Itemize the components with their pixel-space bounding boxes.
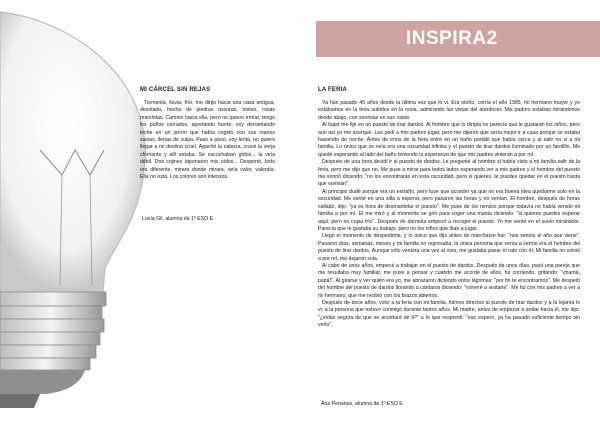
right-article-body xyxy=(318,100,580,330)
right-article-signature: Ana Perianes, alumna de 1º ESO E xyxy=(321,401,403,407)
right-article-paragraph-5: Llegó el momento de despedirme, y lo único que dijo antes de marcharse fue: "nos vemos el año que viene". Pasaron días, semanas, meses y mi familia no regresaba, la única persona que venía a verme era el hombre del puesto de tirar dardos. Aunque sólo veníera una vez al mes, me gustaba pasar el rato con él. Mi familia no volvió a por mí, me dejaron sola. xyxy=(318,233,580,262)
header-banner xyxy=(316,21,600,57)
right-article-paragraph-2: Al bajar me fijé en un puesto de tirar dardos. Al hombre que lo dirigía no parecía que le gustaran los niños, pero aun así yo me acerqué. Les pedí a mis padres jugar, pero me dijeron que sería mejor ir a casa porque se estaba haciendo de noche. Antes de irnos de la feria entré en un baño portátil que había cerca y al salir no vi a mi familia. Lo único que se veía era una oscuridad infinita y el puesto de tirar dardos iluminado por un farolillo. Me quedé esperando al lado del baño teniendo la esperanza de que mis padres vinieran a por mí. xyxy=(318,122,580,158)
left-article-signature: Lucía Gil, alumna de 1º ESO E xyxy=(142,216,214,222)
right-article-paragraph-7: Después de doce años, volví a la feria con mi familia, fuimos directos al puesto de tirar dardos y a la lejanía lo vi, a la persona que estuvo conmigo durante tantos años. Mi madre, antes de empezar a andar hacia él, me dijo: "¿estás segura de que se acordará de ti?" a lo que respondí: "eso espero, ya ha pasado suficiente tiempo sin verlo". xyxy=(318,299,580,329)
right-article-title: LA FERIA xyxy=(318,87,348,93)
right-article-paragraph-6: Al cabo de unos años, empecé a trabajar en el puesto de dardos. Después de unos días, pasó una pareja que me resultaba muy familiar, me puse a pensar y cuando me acordé de ellos, fui corriendo, gritando: "¡mamá, papá!". Al girarse y ver quién era yo, me abrazaron diciendo entre lágrimas: "por fin te encontramos". Me despedí del hombre del puesto de dardos llorando a cántaros diciendo: "volveré a visitarte". Me fui con mis padres a ver a mi hermano, que me recibió con los brazos abiertos. xyxy=(318,262,580,299)
right-article-paragraph-3: Después de una hora decidí ir al puesto de dardos. Le pregunté al hombre si había visto a mi familia salir de la feria, pero me dijo que no. Me puse a mirar para todos lados esperando ver a mis padres y el hombre del puesto me sonrió diciendo: "no los encontrarás en esta oscuridad, pero si quieres, te puedes quedar en el puesto hasta que vuelvan". xyxy=(318,159,580,188)
right-article-paragraph-4: Al principio dudé porque era un extraño, pero tuve que acceder ya que no era buena idea quedarme solo en la oscuridad. Me senté en una silla a esperar, pero pasaron las horas y no venían. El hombre, después de horas callado, dijo: "ya es hora de desmantelar el puesto". Me puse de los nervios porque todavía no había venido mi familia a por mí. El me miró y al momento se giró para coger una manta diciendo: "si quieres puedes esperar aquí, pero no cojas frío". Después de dármela empezó a recoger el puesto. Yo me senté en el suelo mirándolo. Parecía que le gustaba su trabajo, pero no los niños que iban a jugar. xyxy=(318,188,580,232)
left-article-body xyxy=(140,100,275,181)
left-article-title: MI CÁRCEL SIN REJAS xyxy=(140,87,211,93)
light-bulb-image xyxy=(0,0,170,424)
right-article-paragraph-1: Ya han pasado 45 años desde la última vez que lo vi. Era otoño, corría el año 1985, mi hermano mayor y yo estábamos en la feria subidos en la noria, admirando las vistas del atardecer. Mis padres estaban mirándonos desde abajo, con sonrisas en sus caras. xyxy=(318,100,580,121)
magazine-title: INSPIRA2 xyxy=(406,28,498,49)
left-article-paragraph: Tormenta, lluvia, frío, me dirijo hacia una casa antigua, desolada, hecha de piedras oscuras, tristes, rosas marchitas. Camino hacia ella, pero no quiero entrar, tengo los puños cerrados, apretando fuerte, voy derramando leche en un jarrón que había cogido con sus manos sucias, llenas de culpa. Paso a paso, voy lenta, no quiero llegar a mi destino cruel. Agaché la cabeza, crucé la verja chirriante y allí estaba. Se escuchaban gritos... la veía débil. Dos cojines taponaron mis oídos... Desperté, todo era diferente, mirara donde mirara, veía valor, valentía. Ella no está. Los colores son intensos. xyxy=(140,100,275,181)
